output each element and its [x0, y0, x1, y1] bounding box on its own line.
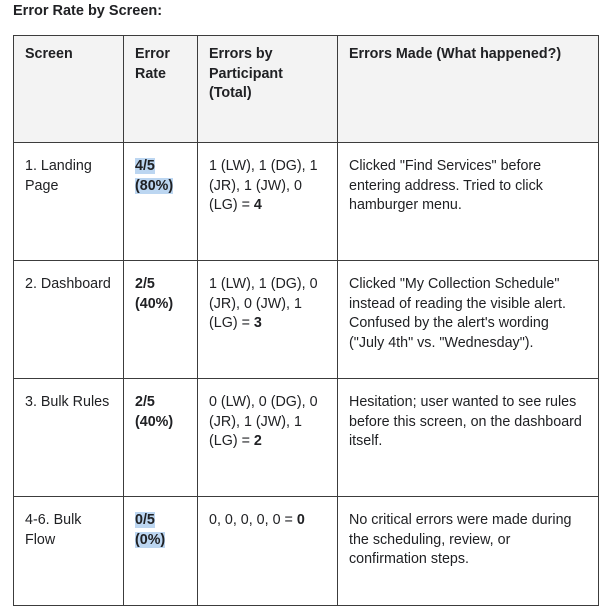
table-row — [14, 143, 599, 261]
header-error-rate-line2: Rate — [135, 65, 166, 82]
error-rate-table — [13, 35, 599, 606]
participant-total: 0 — [296, 512, 305, 528]
rate-highlight — [135, 158, 173, 194]
rate-highlight — [135, 512, 165, 548]
errors-made-text: Hesitation; user wanted to see rules before this screen, on the dashboard itself. — [349, 394, 582, 449]
header-participant-line3: (Total) — [209, 85, 252, 101]
cell-error-rate — [124, 261, 198, 379]
header-error-rate-line1: Error — [135, 46, 170, 62]
errors-made-text: Clicked "My Collection Schedule" instead of reading the visible alert. Confused by the alert's wording ("July 4th" vs. "Wednesday"). — [349, 276, 566, 351]
header-screen — [14, 36, 124, 143]
rate-percent: (40%) — [135, 413, 174, 430]
header-error-rate — [124, 36, 198, 143]
rate-percent: (80%) — [135, 177, 174, 194]
cell-errors-made — [338, 143, 599, 261]
screen-name: 4-6. Bulk Flow — [25, 512, 82, 548]
cell-screen — [14, 497, 124, 606]
screen-name: 3. Bulk Rules — [25, 394, 110, 410]
rate-fraction: 2/5 — [135, 276, 155, 292]
cell-error-rate — [124, 497, 198, 606]
participant-errors: 1 (LW), 1 (DG), 1 (JR), 1 (JW), 0 (LG) = — [209, 158, 318, 213]
errors-made-text: Clicked "Find Services" before entering address. Tried to click hamburger menu. — [349, 158, 543, 213]
header-participant-line1: Errors by — [209, 46, 273, 62]
table-header-row — [14, 36, 599, 143]
cell-participants — [198, 497, 338, 606]
cell-participants — [198, 379, 338, 497]
participant-total: 4 — [253, 197, 262, 213]
header-screen-label: Screen — [25, 46, 73, 62]
screen-name: 1. Landing Page — [25, 158, 92, 194]
cell-errors-made — [338, 379, 599, 497]
participant-errors: 0 (LW), 0 (DG), 0 (JR), 1 (JW), 1 (LG) = — [209, 394, 318, 449]
participant-errors: 0, 0, 0, 0, 0 = — [209, 512, 297, 528]
cell-errors-made — [338, 261, 599, 379]
table-row — [14, 261, 599, 379]
table-row — [14, 379, 599, 497]
cell-screen — [14, 261, 124, 379]
rate-fraction: 2/5 — [135, 394, 155, 410]
rate-highlight — [135, 276, 173, 312]
page-title: Error Rate by Screen: — [13, 3, 163, 19]
rate-fraction: 4/5 — [135, 158, 155, 174]
header-errors-by-participant — [198, 36, 338, 143]
rate-percent: (40%) — [135, 295, 174, 312]
screen-name: 2. Dashboard — [25, 276, 111, 292]
cell-error-rate — [124, 143, 198, 261]
cell-screen — [14, 143, 124, 261]
errors-made-text: No critical errors were made during the scheduling, review, or confirmation steps. — [349, 512, 572, 567]
cell-participants — [198, 143, 338, 261]
header-errors-made — [338, 36, 599, 143]
rate-percent: (0%) — [135, 531, 166, 548]
participant-errors: 1 (LW), 1 (DG), 0 (JR), 0 (JW), 1 (LG) = — [209, 276, 318, 331]
cell-errors-made — [338, 497, 599, 606]
header-participant-line2: Participant — [209, 65, 283, 82]
cell-screen — [14, 379, 124, 497]
rate-fraction: 0/5 — [135, 512, 155, 528]
participant-total: 2 — [253, 433, 262, 449]
rate-highlight — [135, 394, 173, 430]
header-errors-made-label: Errors Made (What happened?) — [349, 46, 562, 62]
table-row — [14, 497, 599, 606]
cell-error-rate — [124, 379, 198, 497]
cell-participants — [198, 261, 338, 379]
participant-total: 3 — [253, 315, 262, 331]
